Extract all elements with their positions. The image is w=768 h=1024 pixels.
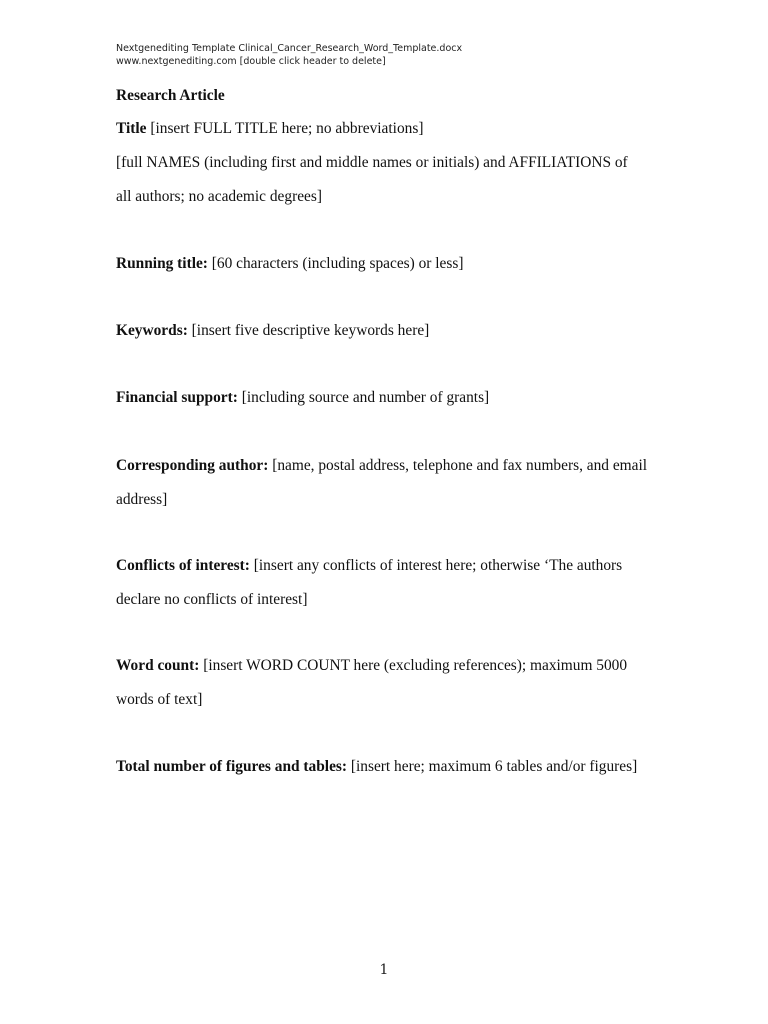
running-title-label: Running title: <box>116 255 208 272</box>
keywords-placeholder: [insert five descriptive keywords here] <box>187 322 430 339</box>
corresponding-author-placeholder: [name, postal address, telephone and fax numbers, and email <box>268 457 648 474</box>
page-header[interactable] <box>116 42 462 68</box>
running-title-line <box>116 247 661 281</box>
running-title-placeholder: [60 characters (including spaces) or less] <box>207 255 464 272</box>
word-count-line-2: words of text] <box>116 690 203 708</box>
financial-support-line <box>116 381 661 415</box>
financial-support-label: Financial support: <box>116 389 238 406</box>
conflicts-placeholder: [insert any conflicts of interest here; otherwise ‘The authors <box>249 557 623 574</box>
header-filename: Nextgenediting Template Clinical_Cancer_Research_Word_Template.docx <box>116 43 463 54</box>
header-website: www.nextgenediting.com [double click header to delete] <box>116 56 386 67</box>
word-count-paragraph <box>116 649 661 716</box>
title-placeholder: [insert FULL TITLE here; no abbreviations] <box>146 120 424 137</box>
figures-tables-line <box>116 750 661 784</box>
conflicts-line-2: declare no conflicts of interest] <box>116 590 308 608</box>
article-type <box>116 79 661 113</box>
keywords-label: Keywords: <box>116 322 188 339</box>
corresponding-author-line-1 <box>116 449 661 483</box>
word-count-label: Word count: <box>116 657 200 674</box>
conflicts-label: Conflicts of interest: <box>116 557 250 574</box>
word-count-placeholder: [insert WORD COUNT here (excluding references); maximum 5000 <box>199 657 628 674</box>
figures-tables-placeholder: [insert here; maximum 6 tables and/or figures] <box>347 758 638 775</box>
keywords-line <box>116 314 661 348</box>
page-number: 1 <box>379 962 389 978</box>
corresponding-author-label: Corresponding author: <box>116 457 269 474</box>
title-line <box>116 112 661 146</box>
title-label: Title <box>116 120 147 137</box>
authors-paragraph <box>116 146 661 213</box>
authors-line-1: [full NAMES (including first and middle names or initials) and AFFILIATIONS of <box>116 154 628 171</box>
word-count-line-1 <box>116 649 661 683</box>
financial-support-placeholder: [including source and number of grants] <box>237 389 490 406</box>
figures-tables-label: Total number of figures and tables: <box>116 758 348 775</box>
corresponding-author-paragraph <box>116 449 661 516</box>
article-type-label: Research Article <box>116 87 225 104</box>
authors-line-2: all authors; no academic degrees] <box>116 187 322 205</box>
corresponding-author-line-2: address] <box>116 490 168 508</box>
conflicts-paragraph <box>116 549 661 616</box>
conflicts-line-1 <box>116 549 661 583</box>
